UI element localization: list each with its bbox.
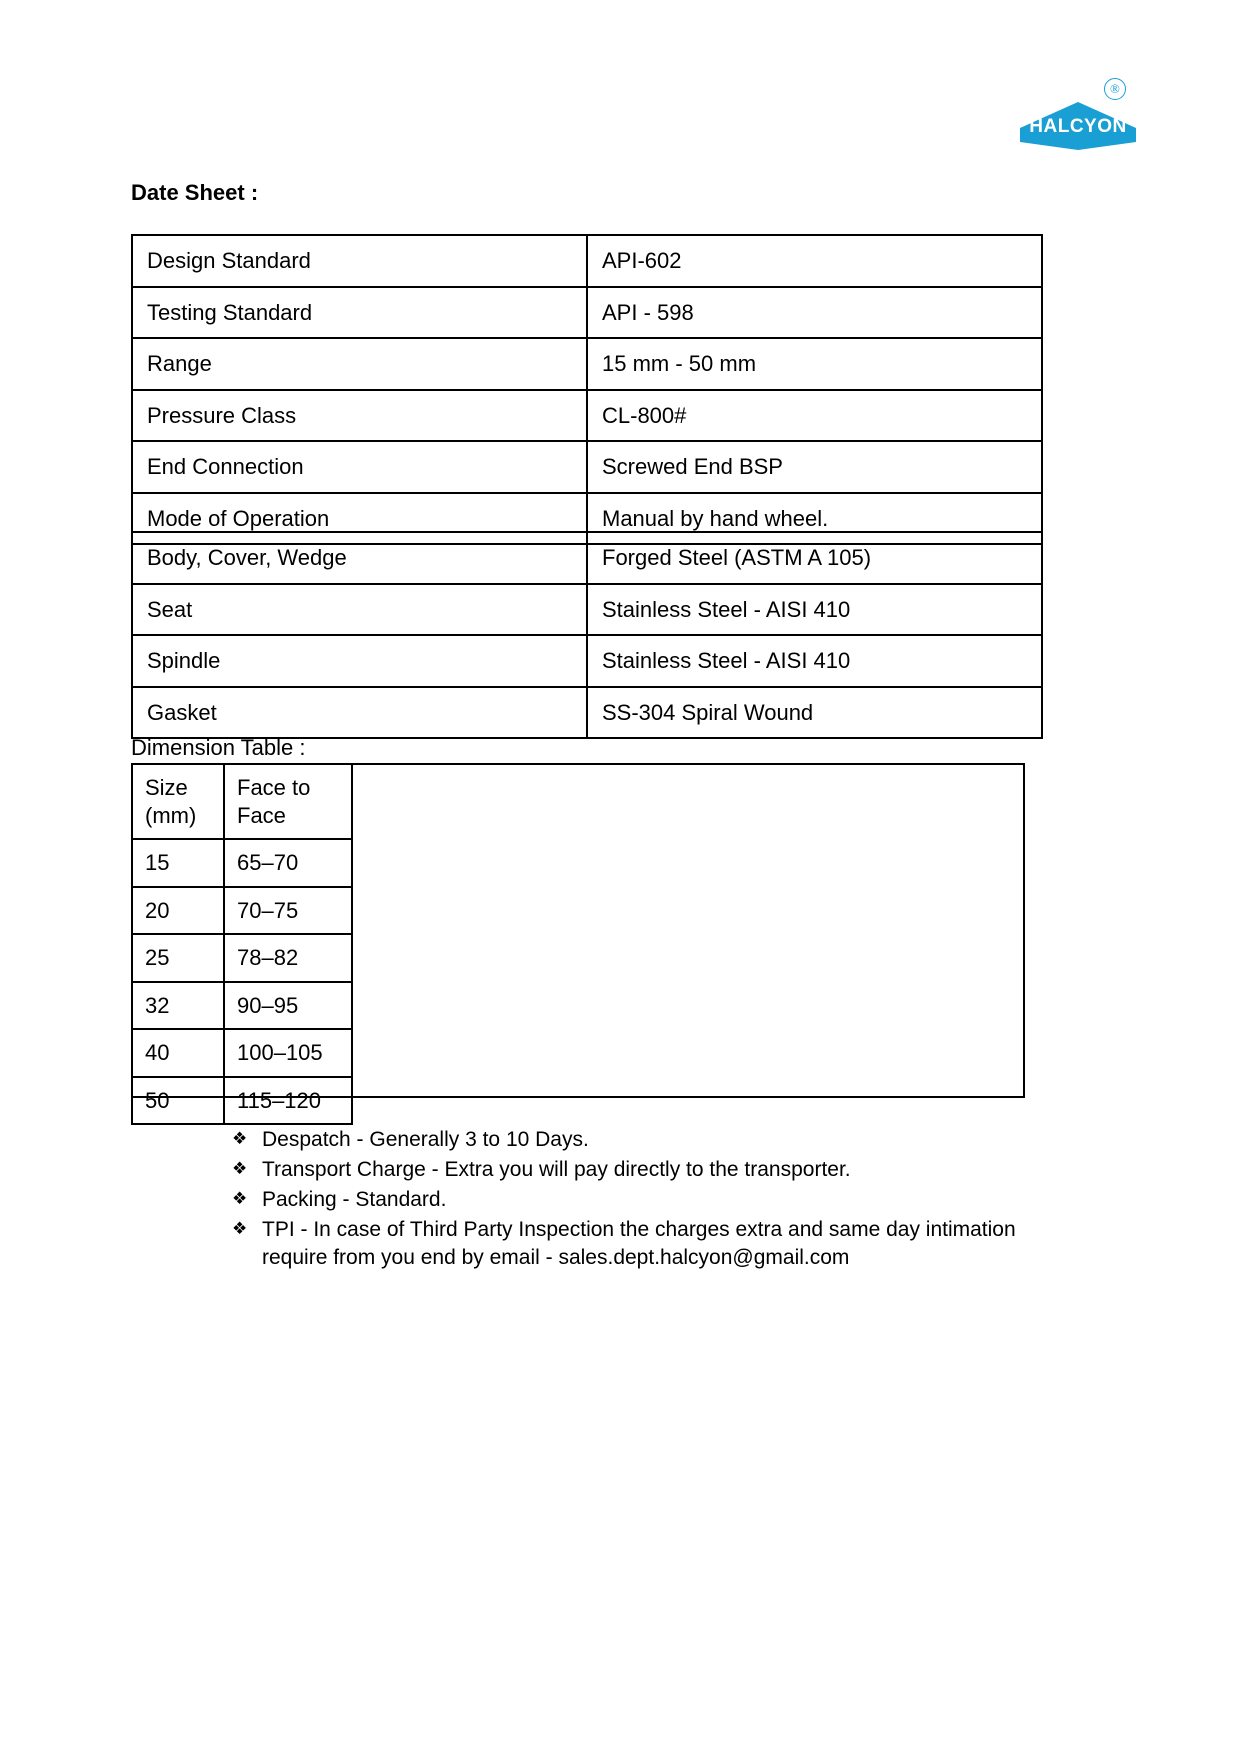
spec-label: Range [132,338,587,390]
spec-value: CL-800# [587,390,1042,442]
list-item [232,1186,1032,1214]
table-row [132,982,352,1030]
cell-face-to-face: 100–105 [224,1029,352,1077]
column-header-size-line1: Size [145,775,188,800]
material-table [131,531,1043,739]
table-row [132,1077,352,1125]
spec-label: Design Standard [132,235,587,287]
spec-label: Pressure Class [132,390,587,442]
column-header-size [132,764,224,839]
list-item-text: Despatch - Generally 3 to 10 Days. [262,1128,589,1151]
dimension-table-outer-box [131,763,1025,1113]
table-row [132,635,1042,687]
material-label: Seat [132,584,587,636]
table-row [132,887,352,935]
registered-trademark-icon: ® [1104,78,1126,100]
company-logo [1020,78,1150,150]
spec-value: Manual by hand wheel. [587,493,1042,545]
list-item-text-line2: require from you end by email - sales.dept.halcyon@gmail.com [262,1245,850,1269]
table-row [132,235,1042,287]
cell-face-to-face: 78–82 [224,934,352,982]
spec-label: End Connection [132,441,587,493]
column-header-face-line1: Face to [237,775,311,800]
diamond-bullet-icon: ❖ [232,1218,248,1238]
spec-label: Mode of Operation [132,493,587,545]
material-value: Forged Steel (ASTM A 105) [587,532,1042,584]
cell-face-to-face: 65–70 [224,839,352,887]
dimension-table [131,763,353,1125]
table-row [132,441,1042,493]
diamond-bullet-icon: ❖ [232,1188,248,1208]
logo-brand-text: HALCYON [1029,116,1127,137]
table-header-row [132,764,352,839]
column-header-face-to-face [224,764,352,839]
cell-face-to-face: 70–75 [224,887,352,935]
material-value: Stainless Steel - AISI 410 [587,584,1042,636]
spec-value: Screwed End BSP [587,441,1042,493]
list-item-text [262,1216,1032,1272]
spec-value: API - 598 [587,287,1042,339]
table-row [132,839,352,887]
table-row [132,532,1042,584]
cell-size: 32 [132,982,224,1030]
material-label: Body, Cover, Wedge [132,532,587,584]
table-row [132,390,1042,442]
list-item [232,1216,1032,1272]
cell-size: 15 [132,839,224,887]
diamond-bullet-icon: ❖ [232,1129,248,1148]
dimension-table-title: Dimension Table : [131,735,306,760]
page-title: Date Sheet : [131,180,259,205]
specification-table [131,234,1043,545]
cell-face-to-face: 115–120 [224,1077,352,1125]
cell-face-to-face: 90–95 [224,982,352,1030]
cell-size: 20 [132,887,224,935]
spec-value: 15 mm - 50 mm [587,338,1042,390]
cell-size: 25 [132,934,224,982]
column-header-size-line2: (mm) [145,802,197,828]
list-item [232,1126,1032,1154]
list-item [232,1156,1032,1184]
list-item-text-line1: TPI - In case of Third Party Inspection the charges extra and same day intimation [262,1217,1016,1241]
table-row [132,338,1042,390]
column-header-face-line2: Face [237,802,286,828]
list-item-text: Transport Charge - Extra you will pay directly to the transporter. [262,1157,851,1181]
diamond-bullet-icon: ❖ [232,1158,248,1178]
table-row [132,687,1042,739]
material-label: Gasket [132,687,587,739]
spec-value: API-602 [587,235,1042,287]
table-row [132,287,1042,339]
material-value: SS-304 Spiral Wound [587,687,1042,739]
notes-list [232,1126,1032,1274]
material-label: Spindle [132,635,587,687]
cell-size: 40 [132,1029,224,1077]
cell-size: 50 [132,1077,224,1125]
material-value: Stainless Steel - AISI 410 [587,635,1042,687]
table-row [132,1029,352,1077]
table-row [132,584,1042,636]
spec-label: Testing Standard [132,287,587,339]
list-item-text: Packing - Standard. [262,1187,447,1211]
table-row [132,934,352,982]
